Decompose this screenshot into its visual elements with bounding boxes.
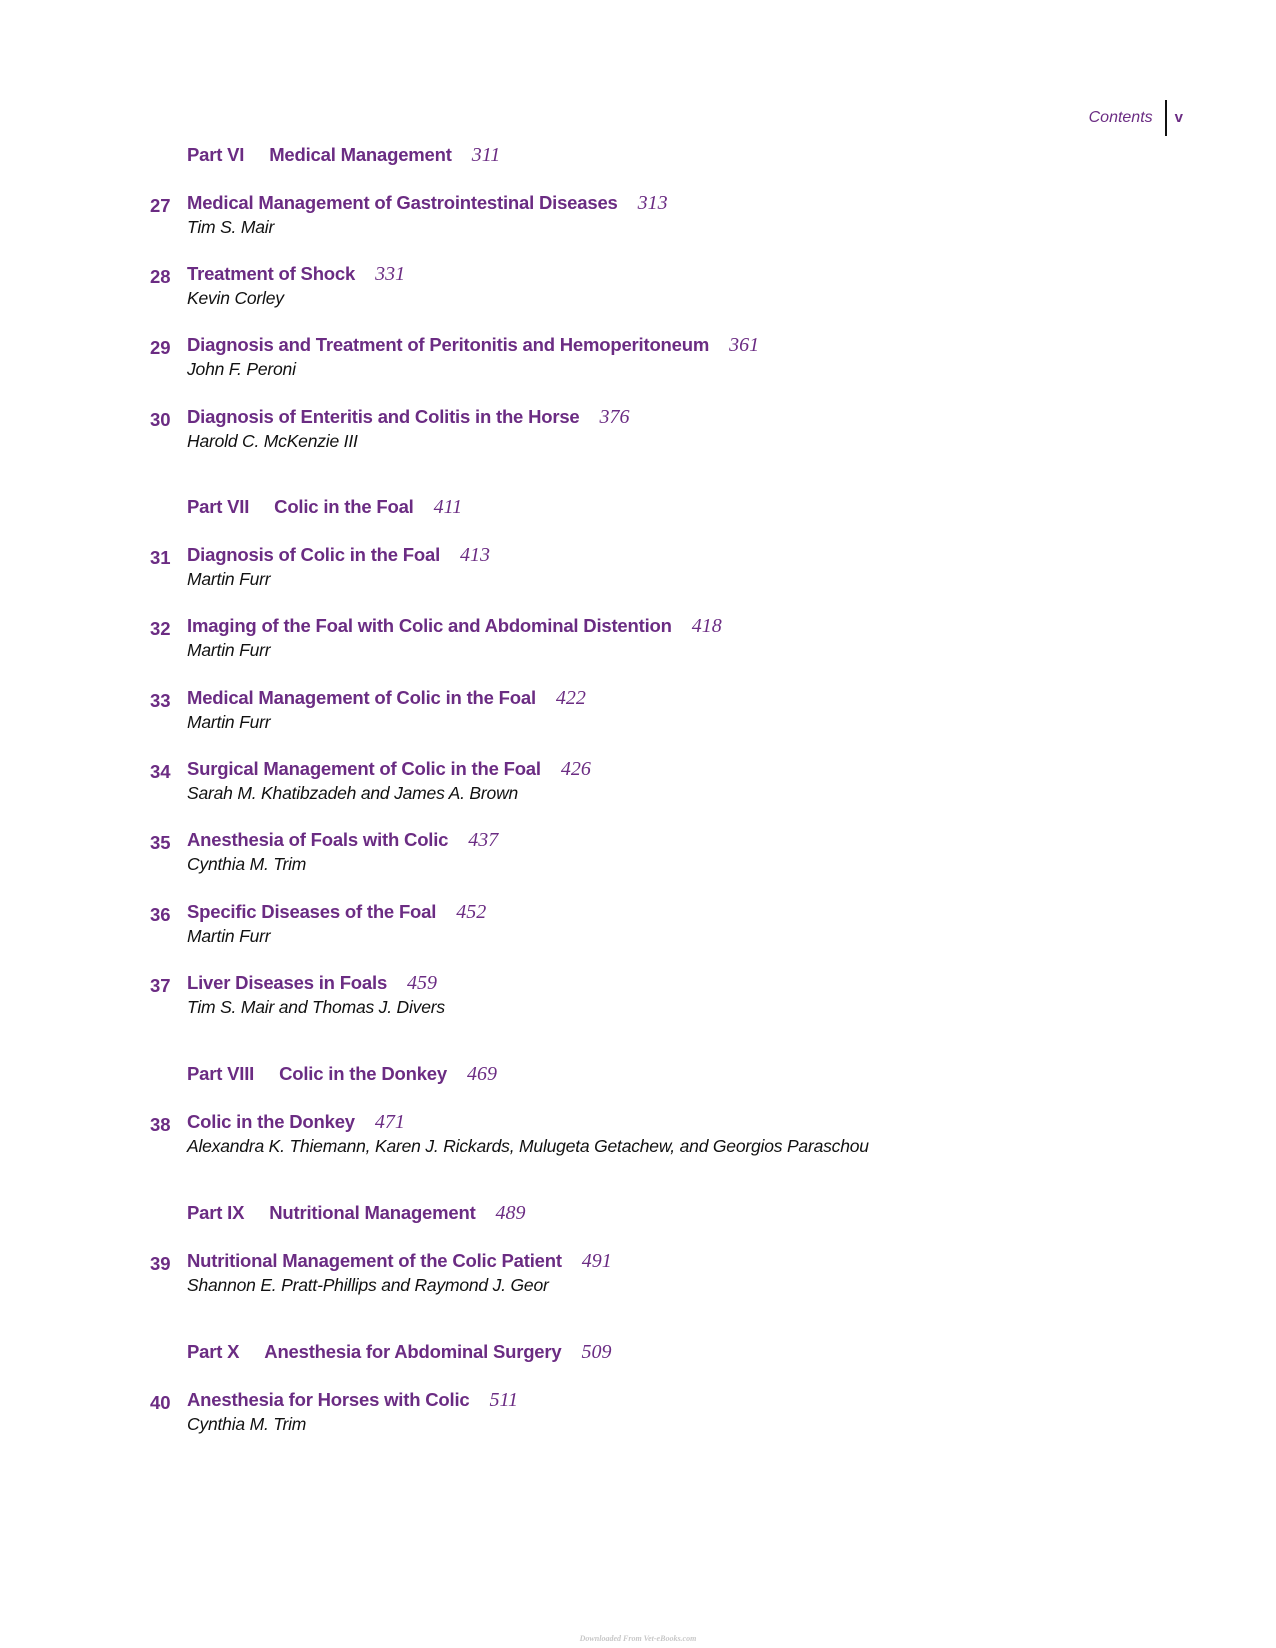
chapter-number: 31 [150,547,171,568]
chapter-title: Specific Diseases of the Foal [187,901,437,922]
chapter-page: 313 [637,192,668,214]
part-label: Part VIII [187,1063,255,1084]
chapter-title: Imaging of the Foal with Colic and Abdominal Distention [187,615,672,636]
part-title: Anesthesia for Abdominal Surgery [264,1341,562,1362]
chapter-title-line [187,687,586,710]
part-page: 469 [466,1063,497,1085]
part-label: Part VI [187,144,245,165]
chapter-page: 452 [456,901,487,923]
chapter-author: Martin Furr [187,926,271,946]
chapter-title-line [187,1250,612,1273]
chapter-author: Martin Furr [187,569,271,589]
chapter-title-line [187,758,591,781]
running-head [1089,100,1183,136]
chapter-number: 28 [150,266,171,287]
chapter-number: 29 [150,337,171,358]
part-title: Nutritional Management [269,1202,476,1223]
chapter-number: 33 [150,690,171,711]
chapter-page: 331 [375,263,406,285]
chapter-title: Medical Management of Gastrointestinal Diseases [187,192,618,213]
chapter-author: Tim S. Mair [187,217,275,237]
chapter-page: 376 [599,406,630,428]
part-label: Part IX [187,1202,245,1223]
chapter-title: Diagnosis of Enteritis and Colitis in the Horse [187,406,580,427]
chapter-author: Harold C. McKenzie III [187,431,358,451]
chapter-title-line [187,901,486,924]
chapter-title: Surgical Management of Colic in the Foal [187,758,541,779]
running-head-label: Contents [1088,109,1153,126]
chapter-title-line [187,972,437,995]
chapter-number: 40 [150,1392,171,1413]
part-label: Part VII [187,496,250,517]
chapter-title: Medical Management of Colic in the Foal [187,687,536,708]
chapter-author: Tim S. Mair and Thomas J. Divers [187,997,445,1017]
chapter-title: Diagnosis of Colic in the Foal [187,544,441,565]
page-number: v [1174,109,1183,126]
chapter-title: Liver Diseases in Foals [187,972,388,993]
chapter-page: 491 [581,1250,612,1272]
part-page: 489 [495,1202,526,1224]
part-heading[interactable] [187,1341,611,1364]
chapter-number: 34 [150,761,171,782]
chapter-page: 418 [691,615,722,637]
chapter-number: 27 [150,195,171,216]
chapter-title-line [187,263,405,286]
download-watermark: Downloaded From Vet-eBooks.com [579,1634,697,1643]
chapter-title-line [187,615,722,638]
chapter-author: Martin Furr [187,712,271,732]
chapter-page: 437 [468,829,499,851]
part-page: 411 [433,496,463,518]
chapter-author: John F. Peroni [187,359,296,379]
chapter-title-line [187,829,498,852]
part-heading[interactable] [187,1202,526,1225]
chapter-number: 32 [150,618,171,639]
chapter-title-line [187,192,668,215]
chapter-title: Anesthesia for Horses with Colic [187,1389,470,1410]
part-heading[interactable] [187,1063,497,1086]
chapter-author: Cynthia M. Trim [187,1414,307,1434]
chapter-number: 35 [150,832,171,853]
part-title: Medical Management [269,144,452,165]
chapter-title-line [187,544,490,567]
chapter-title: Nutritional Management of the Colic Patient [187,1250,562,1271]
part-heading[interactable] [187,496,462,519]
chapter-author: Martin Furr [187,640,271,660]
chapter-number: 38 [150,1114,171,1135]
chapter-number: 39 [150,1253,171,1274]
chapter-author: Sarah M. Khatibzadeh and James A. Brown [187,783,519,803]
chapter-title-line [187,1111,405,1134]
chapter-author: Cynthia M. Trim [187,854,307,874]
part-title: Colic in the Donkey [279,1063,447,1084]
chapter-title-line [187,406,630,429]
chapter-page: 413 [460,544,491,566]
part-page: 311 [471,144,501,166]
chapter-title: Anesthesia of Foals with Colic [187,829,449,850]
chapter-page: 511 [489,1389,518,1411]
chapter-page: 426 [560,758,591,780]
chapter-number: 36 [150,904,171,925]
chapter-title-line [187,1389,518,1412]
chapter-page: 471 [374,1111,405,1133]
chapter-number: 30 [150,409,171,430]
chapter-author: Shannon E. Pratt-Phillips and Raymond J. Geor [187,1275,549,1295]
chapter-author: Alexandra K. Thiemann, Karen J. Rickards, Mulugeta Getachew, and Georgios Paraschou [187,1136,869,1156]
chapter-title: Treatment of Shock [187,263,356,284]
chapter-number: 37 [150,975,171,996]
chapter-title-line [187,334,759,357]
chapter-title: Diagnosis and Treatment of Peritonitis and Hemoperitoneum [187,334,710,355]
part-title: Colic in the Foal [274,496,414,517]
chapter-author: Kevin Corley [187,288,284,308]
chapter-page: 422 [555,687,586,709]
chapter-title: Colic in the Donkey [187,1111,355,1132]
chapter-page: 361 [729,334,760,356]
part-heading[interactable] [187,144,500,167]
part-label: Part X [187,1341,240,1362]
part-page: 509 [581,1341,612,1363]
chapter-page: 459 [407,972,438,994]
